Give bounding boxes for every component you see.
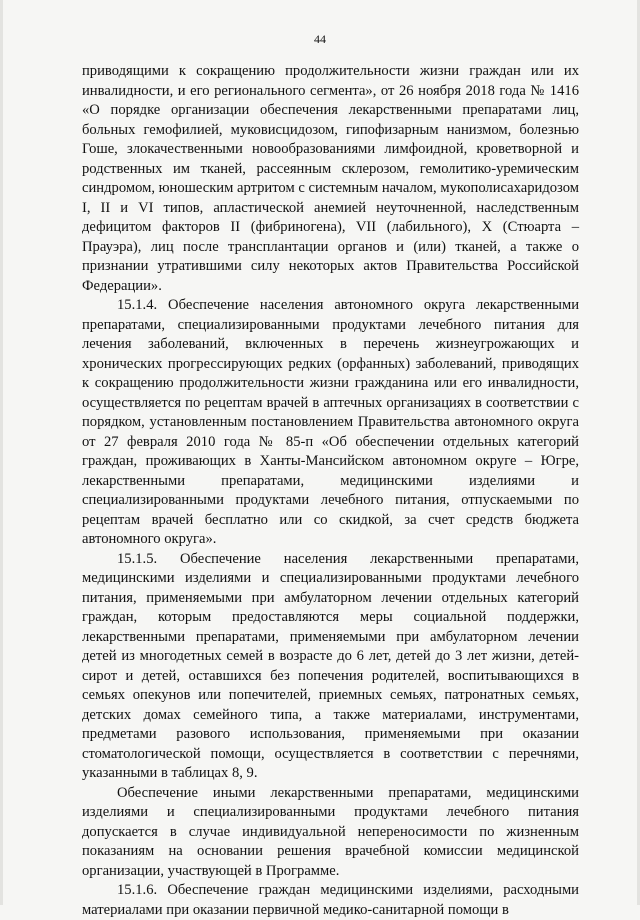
paragraph-15-1-5: 15.1.5. Обеспечение населения лекарственными препаратами, медицинскими изделиями и специализированными продуктами лечебного питания, применяемыми при амбулаторном лечении отдельных категорий граждан, которым предоставляются меры социальной поддержки, лекарственными препаратами, применяемыми при амбулаторном лечении детей из многодетных семей в возрасте до 6 лет, детей до 3 лет жизни, детей-сирот и детей, оставшихся без попечения родителей, воспитывающихся в семьях опекунов или попечителей, приемных семьях, патронатных семьях, детских домах семейного типа, а также материалами, инструментами, предметами разового использования, применяемыми при оказании стоматологической помощи, осуществляется в соответствии с перечнями, указанными в таблицах 8, 9. (82, 550, 579, 781)
document-body (82, 62, 579, 920)
paragraph-other-provision: Обеспечение иными лекарственными препаратами, медицинскими изделиями и специализированными продуктами лечебного питания допускается в случае индивидуальной непереносимости по жизненным показаниям на основании решения врачебной комиссии медицинской организации, участвующей в Программе. (82, 784, 579, 879)
page-number: 44 (314, 32, 326, 46)
paragraph-continuation: приводящими к сокращению продолжительности жизни граждан или их инвалидности, и его регионального сегмента», от 26 ноября 2018 года № 1416 «О порядке организации обеспечения лекарственными препаратами лиц, больных гемофилией, муковисцидозом, гипофизарным нанизмом, болезнью Гоше, злокачественными новообразованиями лимфоидной, кроветворной и родственных им тканей, рассеянным склерозом, гемолитико-уремическим синдромом, юношеским артритом с системным началом, мукополисахаридозом I, II и VI типов, апластической анемией неуточненной, наследственным дефицитом факторов II (фибриногена), VII (лабильного), X (Стюарта – Прауэра), лиц после трансплантации органов и (или) тканей, а также о признании утратившими силу некоторых актов Правительства Российской Федерации». (82, 63, 579, 294)
page-edge-left (0, 0, 3, 905)
paragraph-15-1-4: 15.1.4. Обеспечение населения автономного округа лекарственными препаратами, специализированными продуктами лечебного питания для лечения заболеваний, включенных в перечень жизнеугрожающих и хронических прогрессирующих редких (орфанных) заболеваний, приводящих к сокращению продолжительности жизни гражданина или его инвалидности, осуществляется по рецептам врачей в аптечных организациях в соответствии с порядком, установленным постановлением Правительства автономного округа от 27 февраля 2010 года № 85-п «Об обеспечении отдельных категорий граждан, проживающих в Ханты-Мансийском автономном округе – Югре, лекарственными препаратами, медицинскими изделиями и специализированными продуктами лечебного питания, отпускаемыми по рецептам врачей бесплатно или со скидкой, за счет средств бюджета автономного округа». (82, 297, 579, 547)
paragraph-15-1-6: 15.1.6. Обеспечение граждан медицинскими изделиями, расходными материалами при оказании первичной медико-санитарной помощи в (82, 882, 579, 918)
